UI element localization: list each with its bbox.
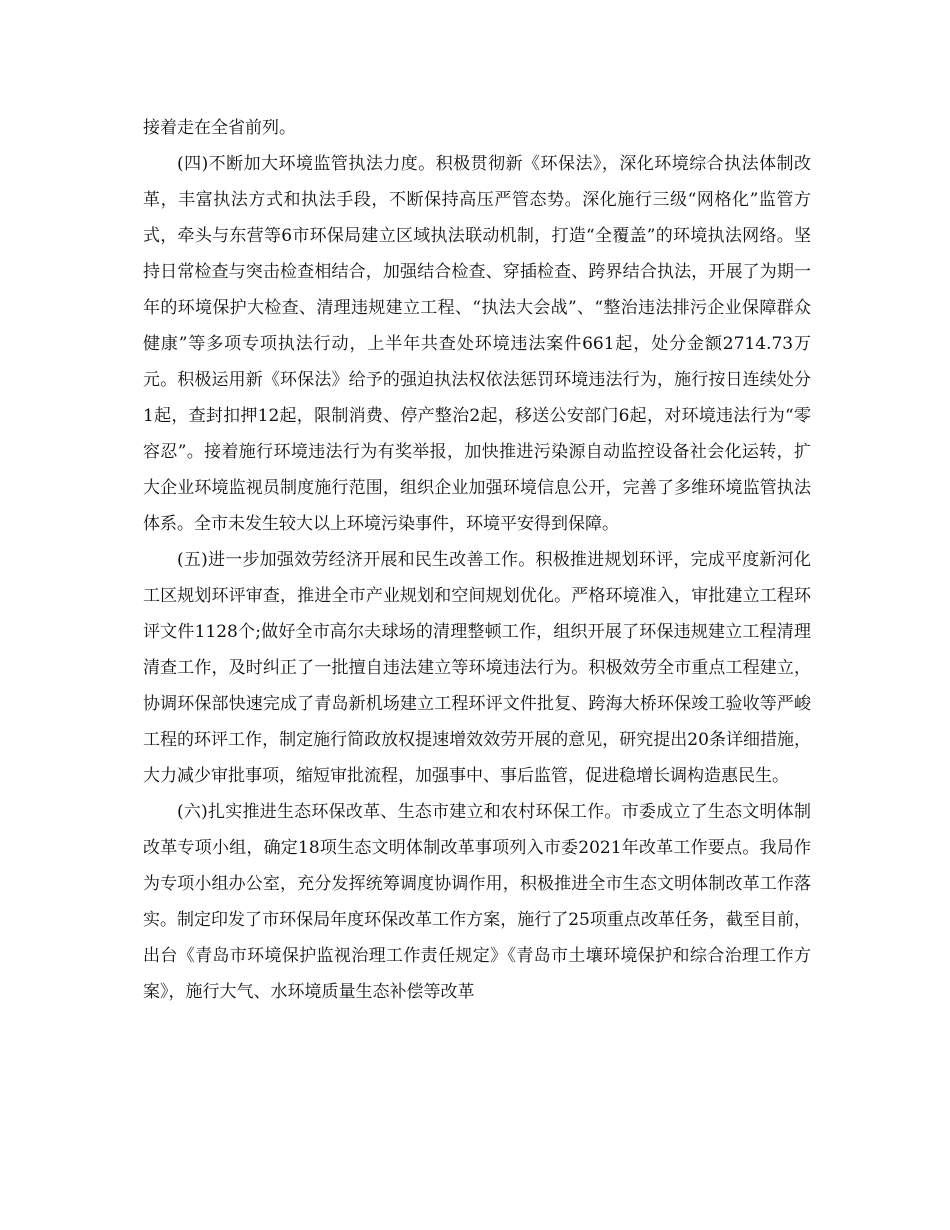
paragraph-ecological-reform: (六)扎实推进生态环保改革、生态市建立和农村环保工作。市委成立了生态文明体制改革专项小组，确定18项生态文明体制改革事项列入市委2021年改革工作要点。我局作为专项小组办公室，充分发挥统筹调度协调作用，积极推进全市生态文明体制改革工作落实。制定印发了市环保局年度环保改革工作方案，施行了25项重点改革任务，截至目前，出台《青岛市环境保护监视治理工作责任规定》《青岛市土壤环境保护和综合治理工作方案》，施行大气、水环境质量生态补偿等改革: [143, 802, 811, 1002]
paragraph-economic-service: (五)进一步加强效劳经济开展和民生改善工作。积极推进规划环评，完成平度新河化工区规划环评审查，推进全市产业规划和空间规划优化。严格环境准入，审批建立工程环评文件1128个;做好全市高尔夫球场的清理整顿工作，组织开展了环保违规建立工程清理清查工作，及时纠正了一批擅自违法建立等环境违法行为。积极效劳全市重点工程建立，协调环保部快速完成了青岛新机场建立工程环评文件批复、跨海大桥环保竣工验收等严峻工程的环评工作，制定施行简政放权提速增效效劳开展的意见，研究提出20条详细措施，大力减少审批事项，缩短审批流程，加强事中、事后监管，促进稳增长调构造惠民生。: [143, 550, 811, 786]
paragraph-enforcement: (四)不断加大环境监管执法力度。积极贯彻新《环保法》，深化环境综合执法体制改革，丰富执法方式和执法手段，不断保持高压严管态势。深化施行三级“网格化”监管方式，牵头与东营等6市环保局建立区域执法联动机制，打造“全覆盖”的环境执法网络。坚持日常检查与突击检查相结合，加强结合检查、穿插检查、跨界结合执法，开展了为期一年的环境保护大检查、清理违规建立工程、“执法大会战”、“整治违法排污企业保障群众健康”等多项专项执法行动，上半年共查处环境违法案件661起，处分金额2714.73万元。积极运用新《环保法》给予的强迫执法权依法惩罚环境违法行为，施行按日连续处分1起，查封扣押12起，限制消费、停产整治2起，移送公安部门6起，对环境违法行为“零容忍”。接着施行环境违法行为有奖举报，加快推进污染源自动监控设备社会化运转，扩大企业环境监视员制度施行范围，组织企业加强环境信息公开，完善了多维环境监管执法体系。全市未发生较大以上环境污染事件，环境平安得到保障。: [143, 154, 811, 534]
paragraph-continuation: 接着走在全省前列。: [143, 118, 296, 138]
document-body: [143, 110, 811, 1010]
